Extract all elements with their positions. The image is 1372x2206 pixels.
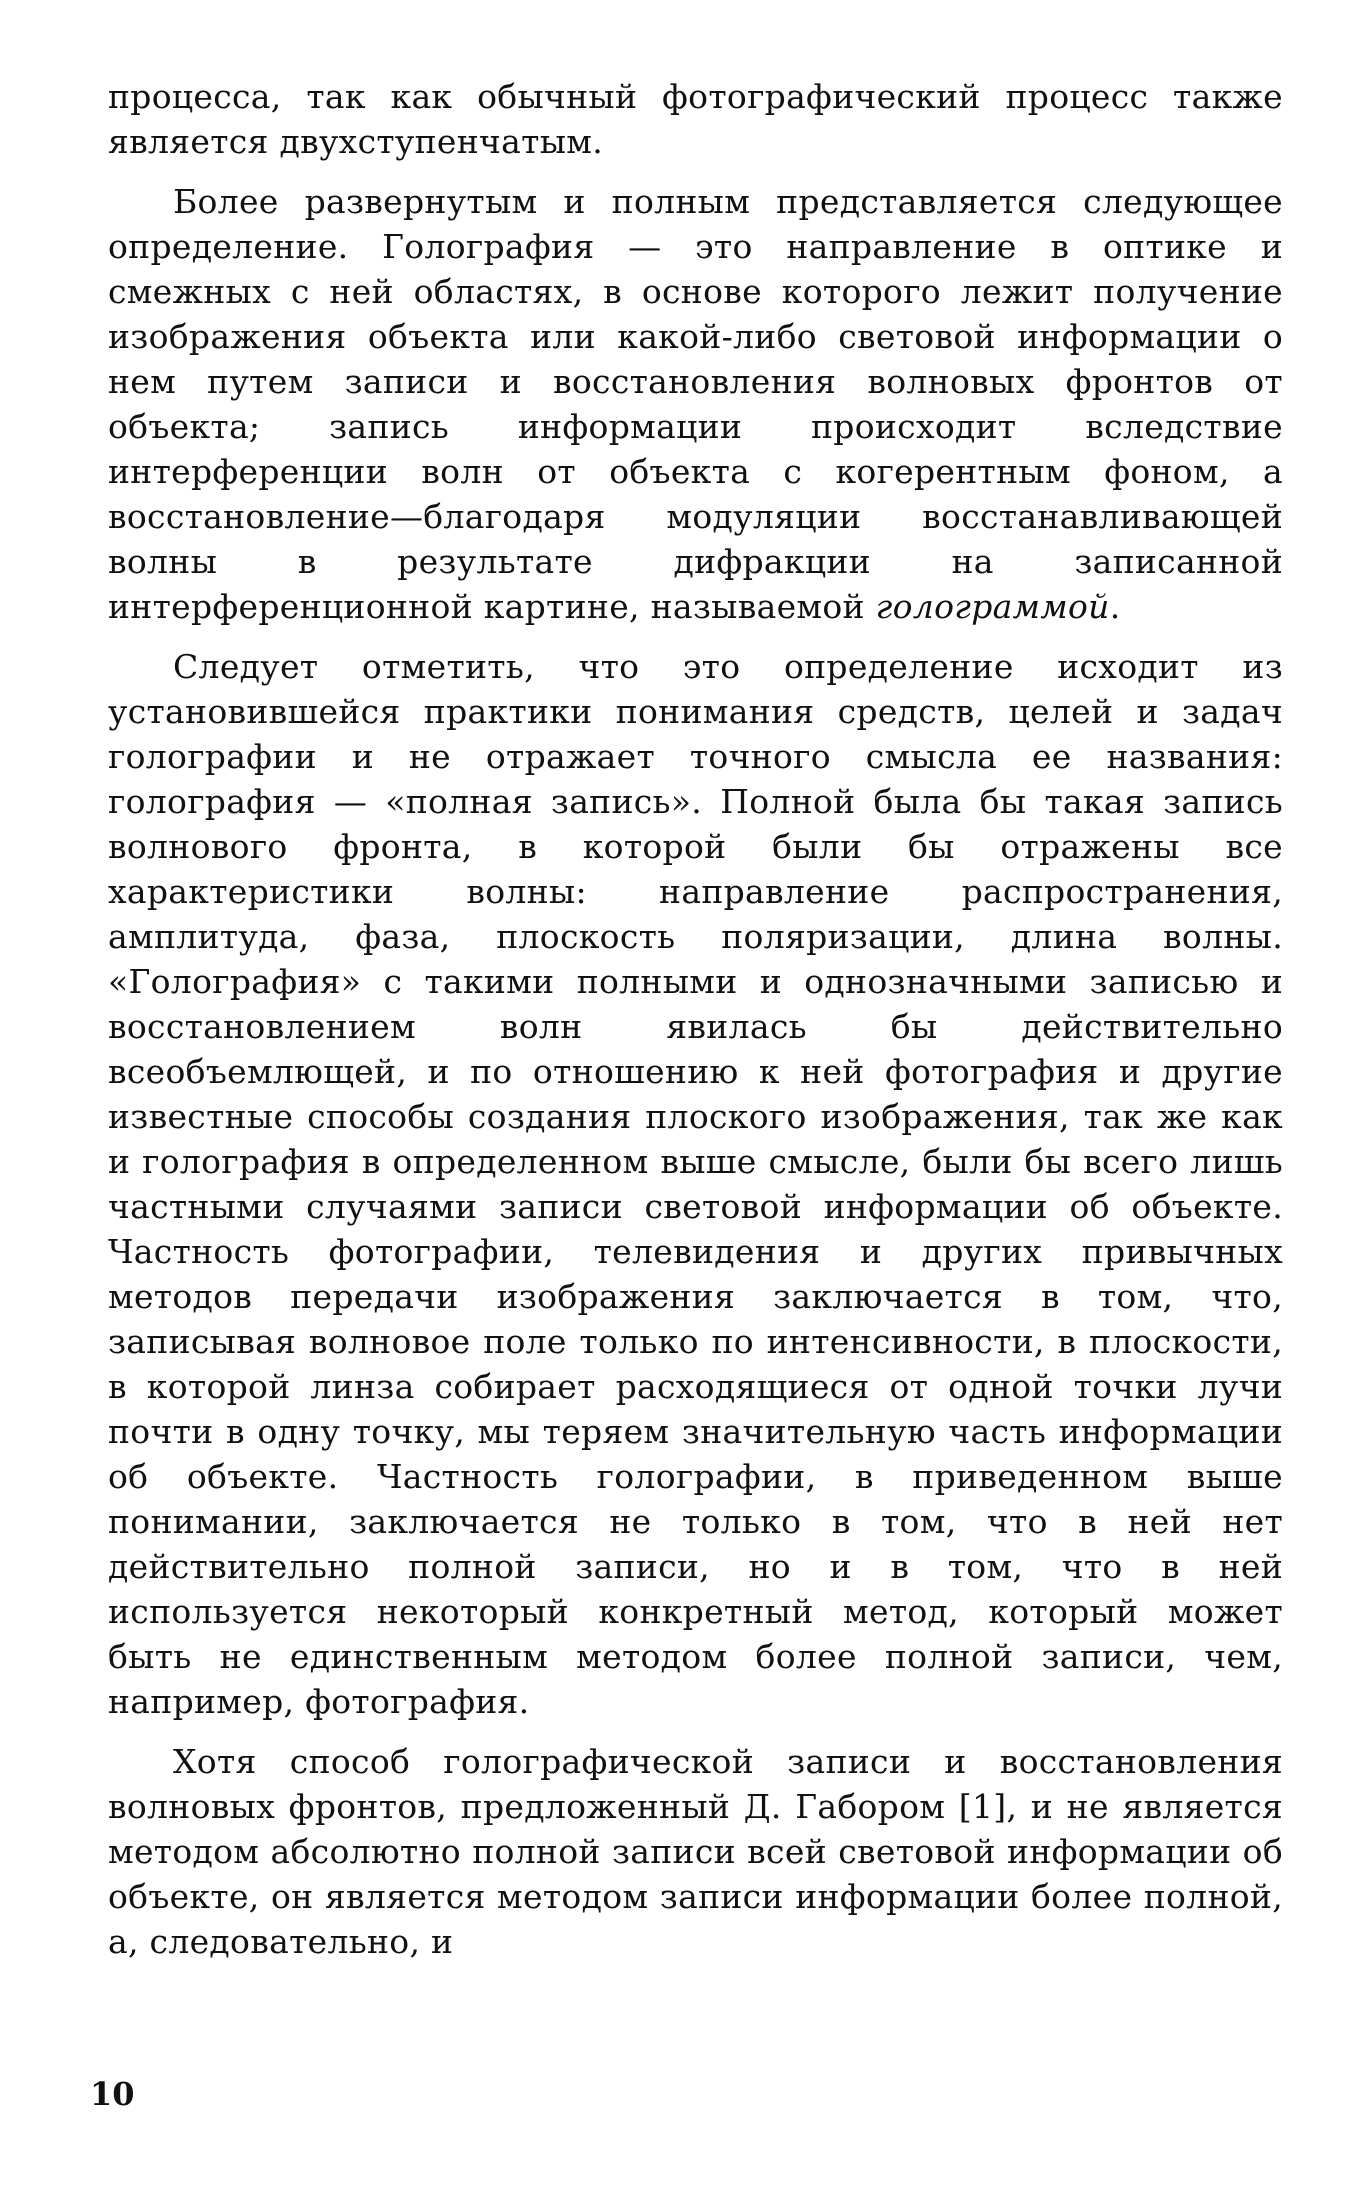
body-text	[108, 74, 1283, 1964]
paragraph-gabor: Хотя способ голографической записи и восстановления волновых фронтов, предложенный Д. Габором [1], и не является методом абсолютно полной записи всей световой информации об объекте, он является методом записи информации более полной, а, следовательно, и	[108, 1742, 1283, 1961]
paragraph-definition	[108, 179, 1283, 629]
page-number: 10	[90, 2075, 135, 2113]
paragraph-note: Следует отметить, что это определение исходит из установившейся практики понимания средств, целей и задач голографии и не отражает точного смысла ее названия: голография — «полная запись». Полной была бы такая запись волнового фронта, в которой были бы отражены все характеристики волны: направление распространения, амплитуда, фаза, плоскость поляризации, длина волны. «Голография» с такими полными и однозначными записью и восстановлением волн явилась бы действительно всеобъемлющей, и по отношению к ней фотография и другие известные способы создания плоского изображения, так же как и голография в определенном выше смысле, были бы всего лишь частными случаями записи световой информации об объекте. Частность фотографии, телевидения и других привычных методов передачи изображения заключается в том, что, записывая волновое поле только по интенсивности, в плоскости, в которой линза собирает расходящиеся от одной точки лучи почти в одну точку, мы теряем значительную часть информации об объекте. Частность голографии, в приведенном выше понимании, заключается не только в том, что в ней нет действительно полной записи, но и в том, что в ней используется некоторый конкретный метод, который может быть не единственным методом более полной записи, чем, например, фотография.	[108, 647, 1283, 1721]
paragraph-definition-text: Более развернутым и полным представляется следующее определение. Голография — это направление в оптике и смежных с ней областях, в основе которого лежит получение изображения объекта или какой-либо световой информации о нем путем записи и восстановления волновых фронтов от объекта; запись информации происходит вследствие интерференции волн от объекта с когерентным фоном, а восстановление—благодаря модуляции восстанавливающей волны в результате дифракции на записанной интерференционной картине, называемой	[108, 182, 1283, 626]
italic-term-hologram: голограммой	[875, 587, 1110, 626]
paragraph-continuation: процесса, так как обычный фотографический процесс также является двухступенчатым.	[108, 77, 1283, 161]
paragraph-definition-end: .	[1109, 587, 1121, 626]
